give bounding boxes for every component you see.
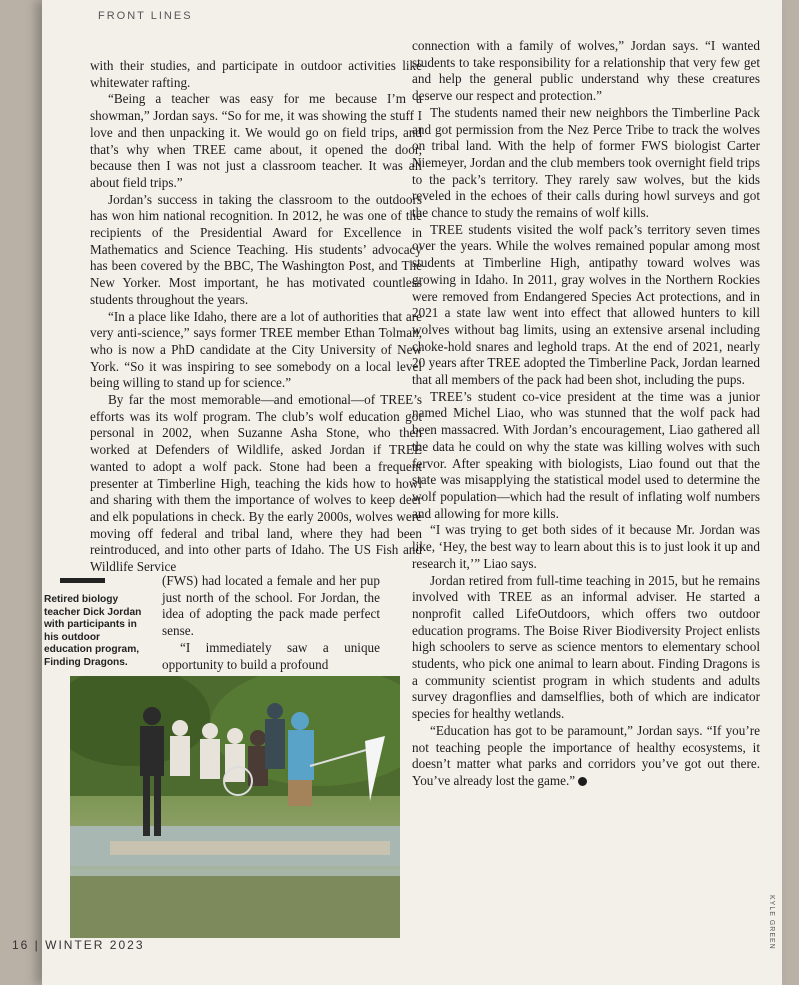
magazine-page <box>42 0 782 985</box>
right-column <box>412 38 760 790</box>
paragraph: Jordan retired from full-time teaching in 2015, but he remains involved with TREE as an informal adviser. He started a nonprofit called LifeOutdoors, which offers two outdoor education programs. The Boise River Biodiversity Project enlists high schoolers to serve as science mentors to elementary school students, who pick one animal to learn about. Finding Dragons is a community scientist program in which students and adults survey dragonflies and damselflies, both of which are indicator species for healthy wetlands. <box>412 572 760 722</box>
section-label: FRONT LINES <box>98 10 193 22</box>
paragraph: with their studies, and participate in outdoor activities like whitewater rafting. <box>90 58 422 90</box>
paragraph-text: “Education has got to be paramount,” Jordan says. “If you’re not teaching people the importance of healthy ecosystems, it doesn’t matter what parks and corridors you’ve got out there. You’ve already lost the game.” <box>412 722 760 788</box>
final-paragraph <box>412 723 760 790</box>
end-mark-icon <box>578 777 587 786</box>
paragraph: TREE students visited the wolf pack’s territory seven times over the years. While the wolves remained popular among most students at Timberline High, antipathy toward wolves was growing in Idaho. In 2011, gray wolves in the Northern Rockies were removed from Endangered Species Act protections, and in 2021 a state law went into effect that allowed hunters to kill wolves without bag limits, using an extensive arsenal including choke-hold snares and leghold traps. At the end of 2021, nearly 20 years after TREE adopted the Timberline Pack, Jordan learned that all members of the pack had been shot, including the pups. <box>412 221 760 388</box>
paragraph: connection with a family of wolves,” Jordan says. “I wanted students to take responsibility for a relationship that very few get and help the general public understand why these creatures deserve our respect and protection.” <box>412 38 760 104</box>
photo-illustration <box>70 676 400 938</box>
paragraph: “I immediately saw a unique opportunity to build a profound <box>162 639 380 672</box>
paragraph: By far the most memorable—and emotional—of TREE’s efforts was its wolf program. The club’s wolf education got personal in 2002, when Suzanne Asha Stone, who then worked at Defenders of Wildlife, asked Jordan if TREE wanted to adopt a wolf pack. Stone had been a frequent presenter at Timberline High, teaching the kids how to howl and sharing with them the importance of wolves to keep deer and elk populations in check. By the early 2000s, wolves were moving off federal and tribal land, where they had been reintroduced, and into other parts of Idaho. The US Fish and Wildlife Service <box>90 392 422 575</box>
left-column <box>90 58 422 576</box>
photo-credit: KYLE GREEN <box>768 895 775 950</box>
paragraph: The students named their new neighbors the Timberline Pack and got permission from the Nez Perce Tribe to track the wolves on tribal land. With the help of former FWS biologist Carter Niemeyer, Jordan and the club members took overnight field trips to the pack’s territory. They rarely saw wolves, but the kids reveled in the echoes of their calls during howl surveys and got the chance to study the remains of wolf kills. <box>412 104 760 221</box>
paragraph: “Being a teacher was easy for me because I’m a showman,” Jordan says. “So for me, it was showing the stuff I love and then unpacking it. We would go on field trips, and that’s why when TREE came about, it opened the door, because then I was not just a classroom teacher. It was all about field trips.” <box>90 91 422 190</box>
narrow-column <box>162 573 380 673</box>
photo-caption: Retired biology teacher Dick Jordan with participants in his outdoor education program, Finding Dragons. <box>44 594 142 668</box>
caption-rule <box>60 578 105 583</box>
page-folio: 16 | WINTER 2023 <box>12 938 145 952</box>
paragraph: TREE’s student co-vice president at the time was a junior named Michel Liao, who was stunned that the wolf pack had been massacred. With Jordan’s encouragement, Liao gathered all the data he could on why the state was killing wolves with such fervor. After speaking with biologists, Liao found out that the state was misapplying the statistical model used to determine the wolf population—which had the result of inflating wolf numbers and allowing for more kills. <box>412 388 760 521</box>
group-photo <box>70 676 400 938</box>
paragraph: Jordan’s success in taking the classroom to the outdoors has won him national recognition. In 2012, he was one of the recipients of the Presidential Award for Excellence in Mathematics and Science Teaching. His students’ advocacy has been covered by the BBC, The Washington Post, and The New Yorker. Most important, he has motivated countless students throughout the years. <box>90 191 422 307</box>
paragraph: “I was trying to get both sides of it because Mr. Jordan was like, ‘Hey, the best way to learn about this is to just look it up and research it,’” Liao says. <box>412 522 760 571</box>
paragraph: “In a place like Idaho, there are a lot of authorities that are very anti-science,” says former TREE member Ethan Tolman, who is now a PhD candidate at the City University of New York. “So it was inspiring to see somebody on a local level being willing to stand up for science.” <box>90 308 422 391</box>
paragraph: (FWS) had located a female and her pup just north of the school. For Jordan, the idea of adopting the pack made perfect sense. <box>162 573 380 639</box>
